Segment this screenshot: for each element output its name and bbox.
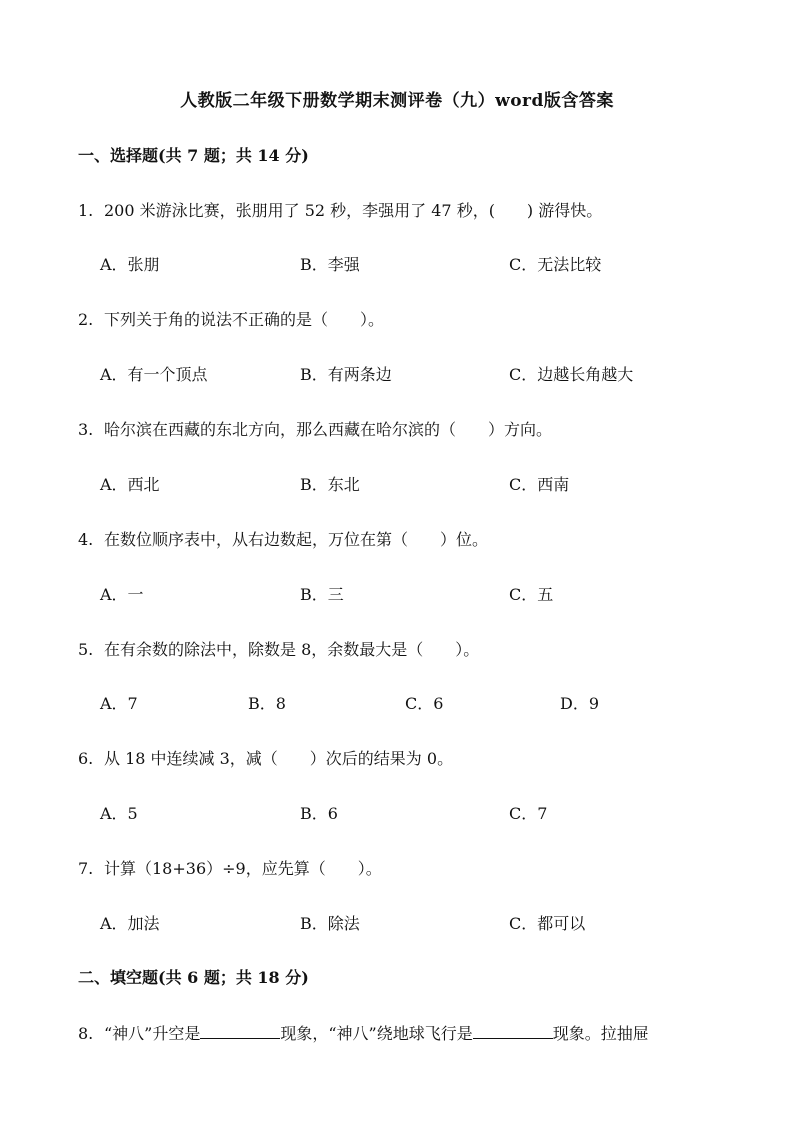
question-2: [78, 307, 384, 330]
answer-blank-2[interactable]: [473, 1024, 553, 1039]
document-title: 人教版二年级下册数学期末测评卷（九）word版含答案: [180, 91, 614, 111]
question-text: 200 米游泳比赛，张朋用了 52 秒，李强用了 47 秒，( ) 游得快。: [104, 201, 603, 220]
option-d: D．9: [560, 694, 600, 713]
question-7: [78, 856, 382, 879]
option-a: A．加法: [100, 914, 160, 933]
option-c: C．6: [405, 694, 444, 713]
option-b: B．有两条边: [300, 365, 392, 384]
option-c: C．五: [509, 585, 554, 604]
option-c: C．无法比较: [509, 255, 602, 274]
question-text: 从 18 中连续减 3，减（ ）次后的结果为 0。: [104, 749, 454, 768]
question-number: 5.: [78, 640, 94, 659]
question-number: 6.: [78, 749, 94, 768]
question-6: [78, 746, 453, 769]
option-a: A．西北: [100, 475, 160, 494]
question-number: 7.: [78, 859, 94, 878]
option-a: A．张朋: [100, 255, 160, 274]
question-number: 3.: [78, 420, 94, 439]
option-a: A．7: [100, 694, 138, 713]
question-text: 下列关于角的说法不正确的是（ ）。: [104, 310, 385, 329]
option-a: A．有一个顶点: [100, 365, 208, 384]
section-heading-choice: 一、选择题(共 7 题；共 14 分): [78, 146, 309, 165]
option-b: B．8: [248, 694, 286, 713]
question-text: 在有余数的除法中，除数是 8，余数最大是（ ）。: [104, 640, 480, 659]
option-b: B．6: [300, 804, 338, 823]
option-c: C．边越长角越大: [509, 365, 634, 384]
question-number: 2.: [78, 310, 94, 329]
option-c: C．西南: [509, 475, 570, 494]
question-5: [78, 637, 479, 660]
question-text-part1: “神八”升空是: [104, 1024, 201, 1043]
option-c: C．7: [509, 804, 548, 823]
question-text-part2: 现象，“神八”绕地球飞行是: [280, 1024, 473, 1043]
option-b: B．除法: [300, 914, 360, 933]
option-a: A．一: [100, 585, 144, 604]
question-text: 在数位顺序表中，从右边数起，万位在第（ ）位。: [104, 530, 489, 549]
option-a: A．5: [100, 804, 138, 823]
question-4: [78, 527, 488, 550]
question-number: 8.: [78, 1024, 94, 1043]
option-b: B．三: [300, 585, 344, 604]
section-heading-fill: 二、填空题(共 6 题；共 18 分): [78, 968, 309, 987]
question-number: 4.: [78, 530, 94, 549]
question-text: 哈尔滨在西藏的东北方向，那么西藏在哈尔滨的（ ）方向。: [104, 420, 553, 439]
option-c: C．都可以: [509, 914, 586, 933]
option-b: B．李强: [300, 255, 360, 274]
answer-blank-1[interactable]: [200, 1024, 280, 1039]
question-3: [78, 417, 552, 440]
question-text: 计算（18+36）÷9，应先算（ ）。: [104, 859, 382, 878]
question-text-part3: 现象。拉抽屉: [552, 1024, 649, 1043]
question-1: [78, 198, 602, 221]
question-8: [78, 1021, 649, 1044]
option-b: B．东北: [300, 475, 360, 494]
question-number: 1.: [78, 201, 94, 220]
